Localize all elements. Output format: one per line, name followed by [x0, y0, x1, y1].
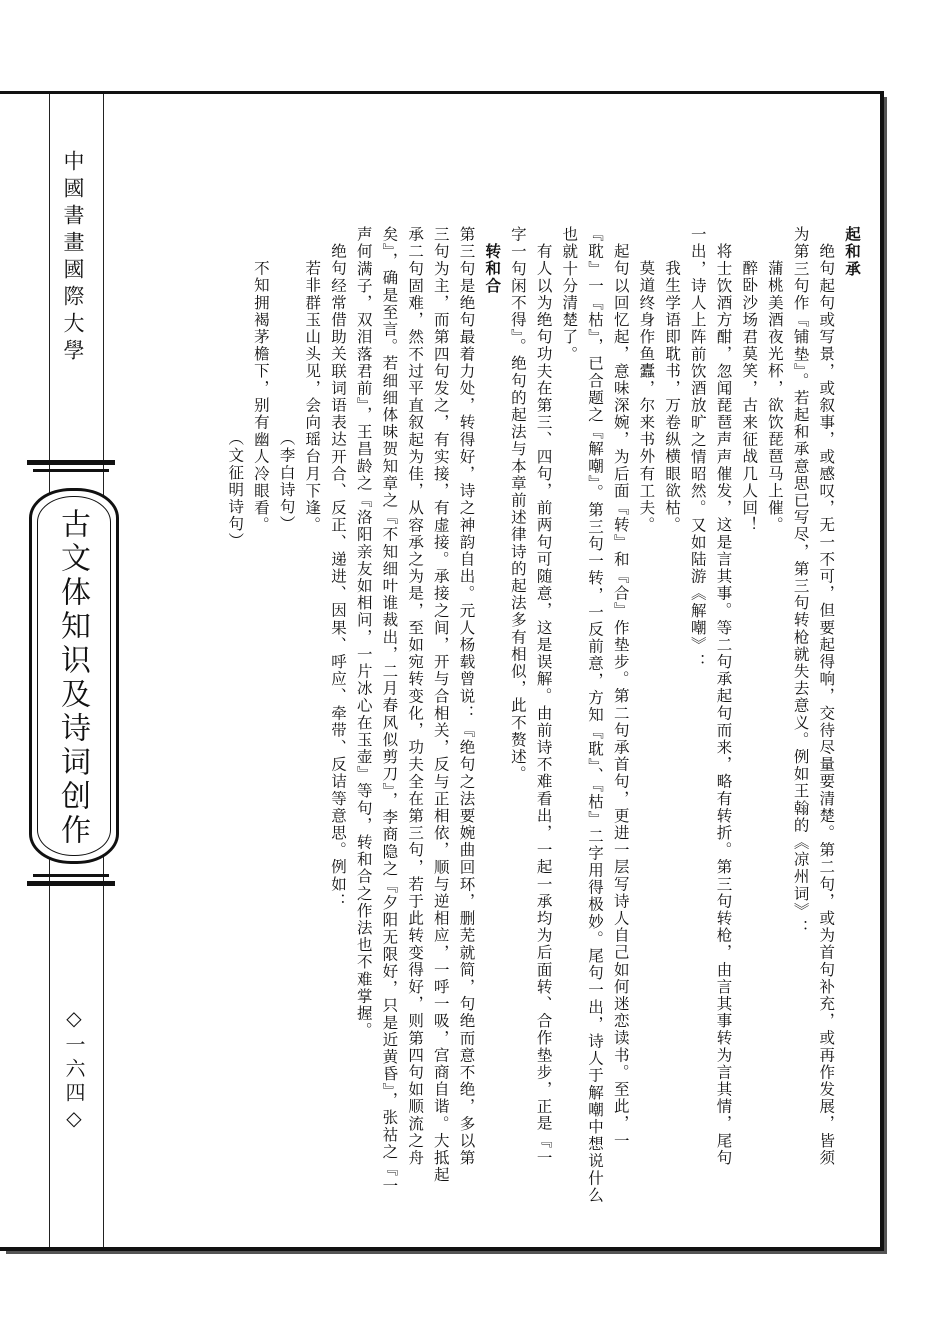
body-line: 一出，诗人上阵前饮酒放旷之情昭然。又如陆游《解嘲》：: [688, 226, 707, 671]
page-frame-shadow-bottom: [6, 1251, 887, 1254]
page-number: ◇一六四◇: [62, 1006, 86, 1134]
poem-line: 我生学语即耽书，万卷纵横眼欲枯。: [663, 260, 682, 534]
body-line: 字一句闲不得』。绝句的起法与本章前述律诗的起法多有相似，此不赘述。: [508, 226, 527, 783]
poem-line: （文征明诗句）: [226, 430, 245, 550]
body-line: 绝句起句或写景，或叙事，或感叹，无一不可，但要起得响，交待尽量要清楚。第二句，或为首句补充，或再作发展，皆须: [817, 243, 836, 1167]
book-title-box: [21, 460, 121, 886]
section-heading: 转和合: [483, 243, 503, 295]
main-text: [170, 226, 862, 1204]
body-line: 声何满子，双泪落君前』，王昌龄之『洛阳亲友如相问，一片冰心在玉壶』等句，转和合之作法也不难掌握。: [354, 226, 373, 1040]
body-line: 为第三句作『铺垫』。若起和承意思已写尽，第三句转枪就失去意义。例如王翰的《凉州词》：: [791, 226, 810, 937]
page-frame-top: [0, 91, 884, 94]
title-cap-top: [21, 460, 121, 472]
body-line: 绝句经常借助关联词语表达开合、反正、递进、因果、呼应、牵带、反诘等意思。例如：: [329, 243, 347, 910]
body-line: 三句为主，而第四句发之，有实接，有虚接。承接之间，开与合相关，反与正相依，顺与逆相应，一呼一吸，宫商自谐。大抵起: [431, 226, 450, 1184]
page-frame-shadow-right: [884, 97, 887, 1254]
poem-line: （李白诗句）: [277, 430, 296, 533]
poem-line: 不知拥褐茅檐下，别有幽人冷眼看。: [251, 260, 270, 534]
body-line: 矣』，确是至言。若细细体味贺知章之『不知细叶谁裁出，二月春风似剪刀』，李商隐之『夕阳无限好，只是近黄昏』，张祜之『一: [380, 226, 399, 1195]
body-line: 承二句固难，然不过平直叙起为佳，从容承之为是，至如宛转变化，功夫全在第三句，若于此转变得好，则第四句如顺流之舟: [406, 226, 425, 1167]
poem-line: 莫道终身作鱼蠹，尔来书外有工夫。: [637, 260, 656, 534]
body-line: 第三句是绝句最着力处，转得好，诗之神韵自出。元人杨载曾说：『绝句之法要婉曲回环，删芜就简，句绝而意不绝，多以第: [457, 226, 476, 1167]
poem-line: 蒲桃美酒夜光杯，欲饮琵琶马上催。: [765, 260, 784, 534]
body-line: 『耽』一『枯』，已合题之『解嘲』。第三句一转，一反前意，方知『耽』、『枯』二字用得极妙。尾句一出，诗人于解嘲中想说什么: [586, 226, 604, 1204]
book-title: 古文体知识及诗词创作: [55, 508, 90, 848]
section-heading: 起和承: [843, 226, 862, 278]
body-line: 有人以为绝句功夫在第三、四句，前两句可随意，这是误解。由前诗不难看出，一起一承均为后面转、合作垫步，正是『一: [534, 243, 553, 1167]
body-line: 将士饮酒方酣，忽闻琵琶声声催发，这是言其事。等二句承起句而来，略有转折。第三句转枪，由言其事转为言其情，尾句: [714, 243, 733, 1167]
title-cap-bottom: [21, 874, 121, 886]
poem-line: 醉卧沙场君莫笑，古来征战几人回！: [740, 260, 759, 534]
publisher-name: 中國書畫國際大學: [61, 150, 85, 366]
body-line: 也就十分清楚了。: [560, 226, 579, 363]
poem-line: 若非群玉山头见，会向瑶台月下逢。: [303, 260, 322, 534]
body-line: 起句以回忆起，意味深婉，为后面『转』和『合』作垫步。第二句承首句，更进一层写诗人自己如何迷恋读书。至此，一: [611, 243, 630, 1150]
